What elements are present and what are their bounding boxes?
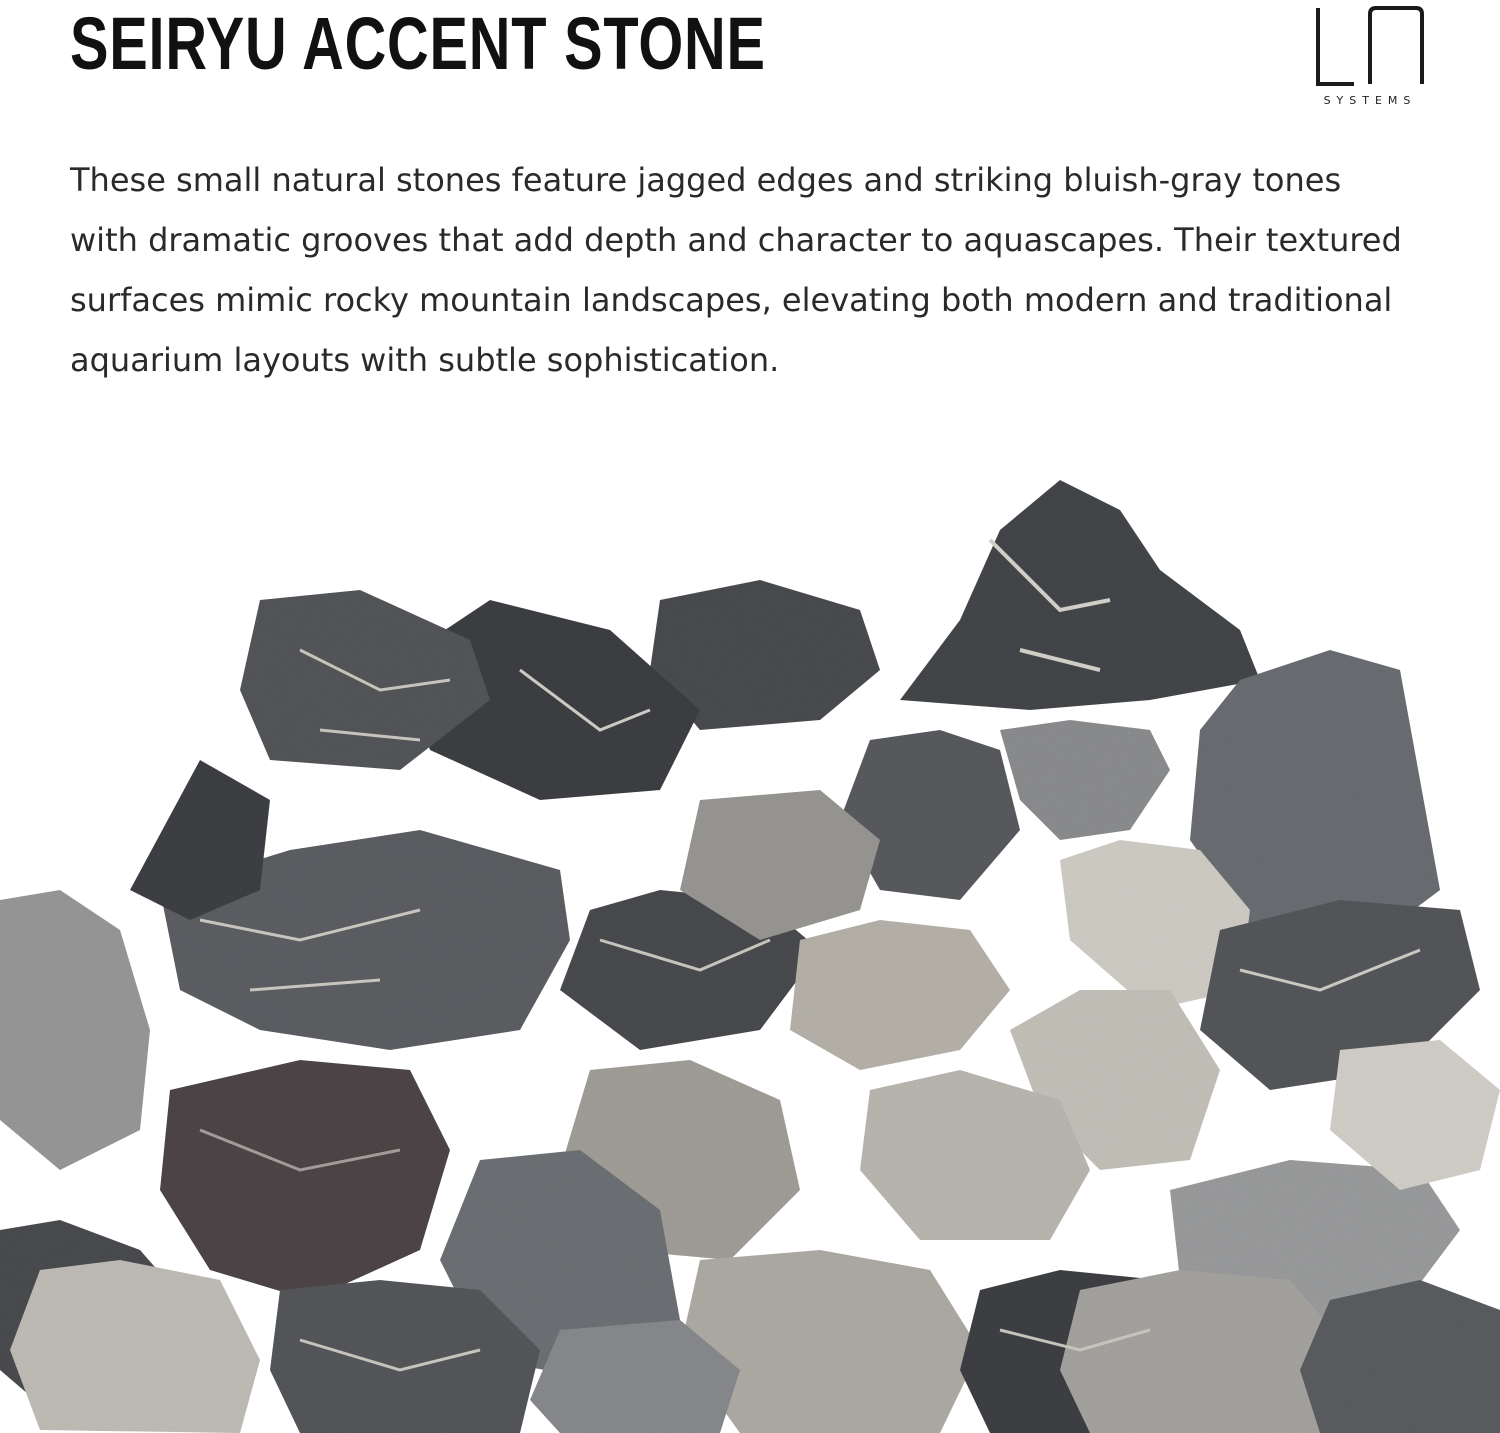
un-logo-icon xyxy=(1314,4,1426,90)
brand-logo xyxy=(1310,0,1430,112)
product-description: These small natural stones feature jagged edges and striking bluish-gray tones with dramatic grooves that add depth and character to aquascapes. Their textured surfaces mimic rocky mountain landscapes, elevating both modern and traditional aquarium layouts with subtle sophistication. xyxy=(70,161,1402,379)
stones-photo xyxy=(0,470,1500,1433)
page-title: SEIRYU ACCENT STONE xyxy=(70,2,766,85)
brand-logo-text: SYSTEMS xyxy=(1323,94,1417,107)
